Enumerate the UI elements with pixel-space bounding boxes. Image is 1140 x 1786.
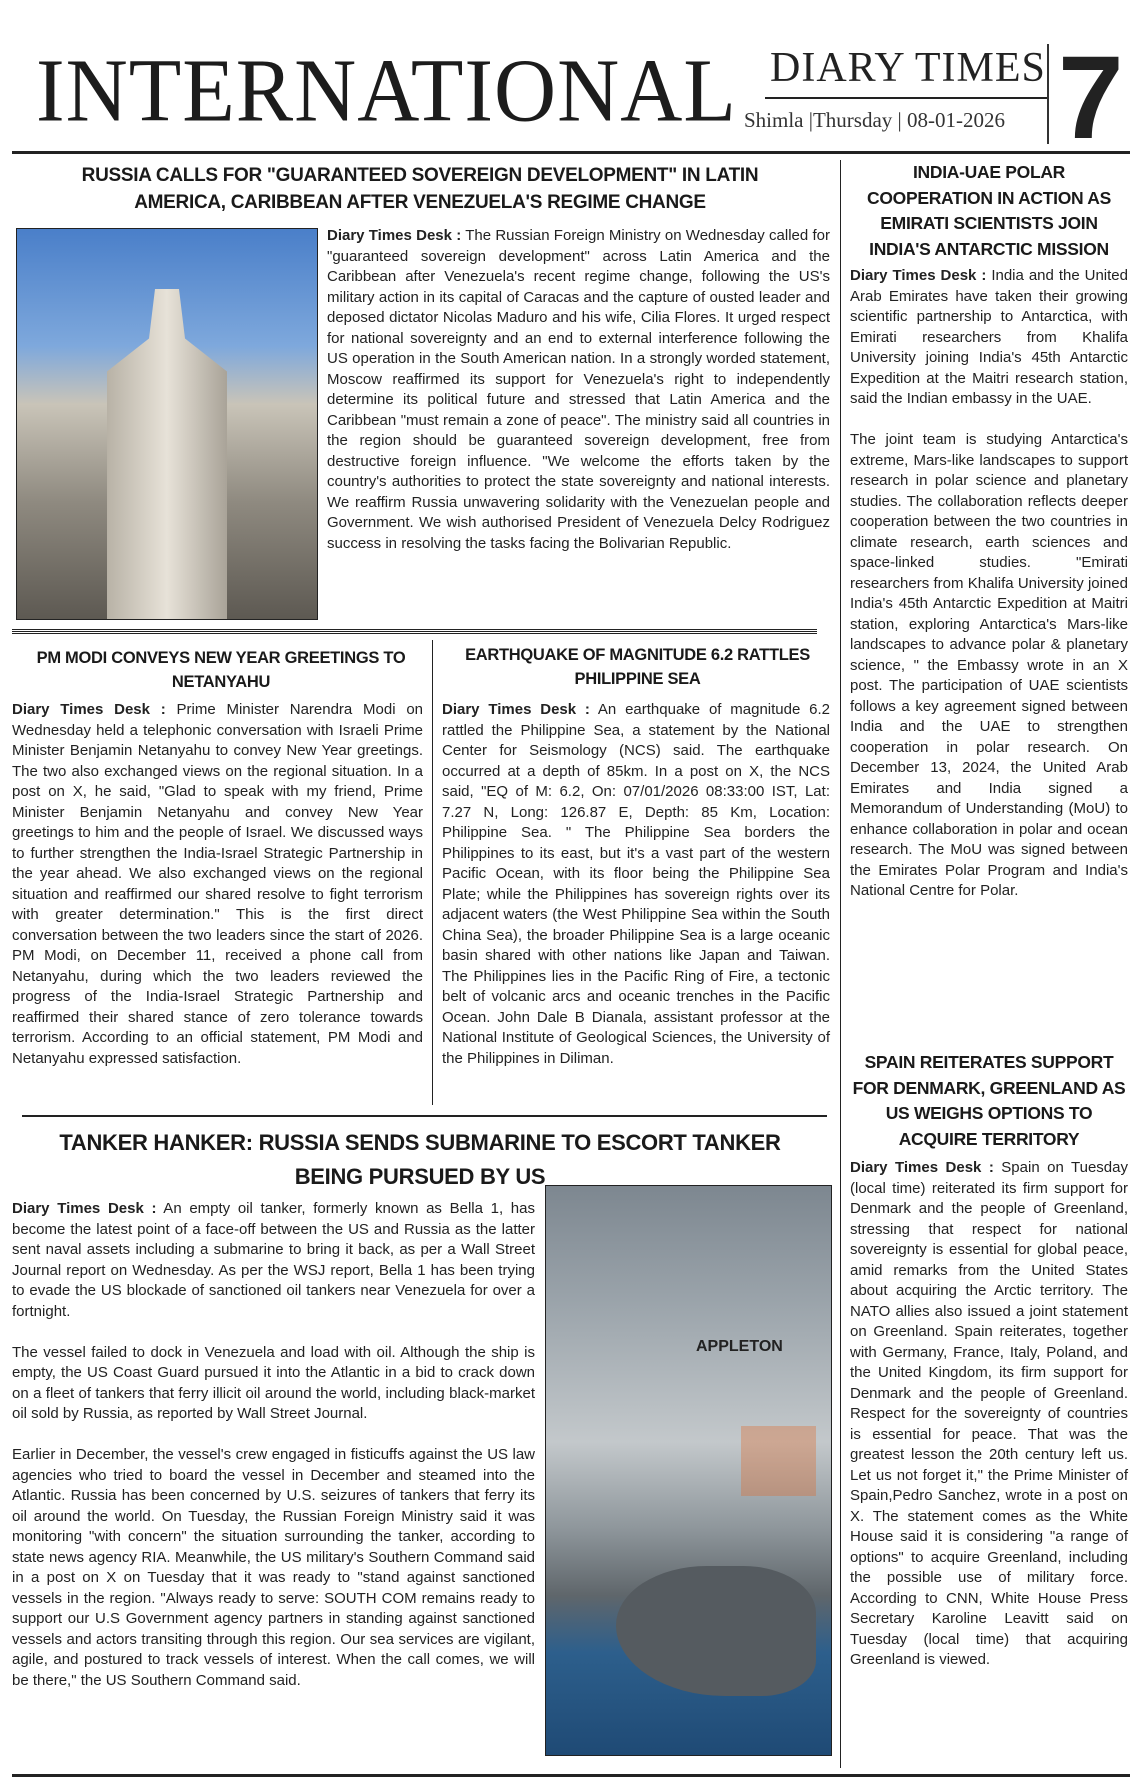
headline: SPAIN REITERATES SUPPORT FOR DENMARK, GREENLAND AS US WEIGHS OPTIONS TO ACQUIRE TERRITORY bbox=[852, 1052, 1126, 1149]
divider bbox=[1047, 44, 1049, 144]
headline: TANKER HANKER: RUSSIA SENDS SUBMARINE TO ESCORT TANKER BEING PURSUED BY US bbox=[59, 1130, 781, 1189]
section-title: INTERNATIONAL bbox=[36, 39, 737, 141]
divider bbox=[22, 1115, 827, 1117]
ship-photo bbox=[545, 1185, 832, 1756]
headline: RUSSIA CALLS FOR "GUARANTEED SOVEREIGN DEVELOPMENT" IN LATIN AMERICA, CARIBBEAN AFTER VENEZUELA'S REGIME CHANGE bbox=[81, 165, 759, 213]
divider bbox=[12, 151, 1130, 154]
article-text: Earlier in December, the vessel's crew engaged in fisticuffs against the US law agencies who tried to board the vessel in December and steamed into the Atlantic. Russia has been concerned by U.S. seizures of tankers that ferry its oil around the world. On Tuesday, the Russian Foreign Ministry said it was monitoring "with concern" the situation surrounding the tanker, according to state news agency RIA. Meanwhile, the US military's Southern Command said in a post on X on Tuesday that it was ready to "stand against sanctioned vessels in the region. "Always ready to serve: SOUTH COM remains ready to support our U.S Government agency partners in standing against sanctioned vessels and actors transiting through this region. Our sea services are vigilant, agile, and postured to track vessels of interest. When the call comes, we will be there," the US Southern Command said. bbox=[12, 1446, 535, 1689]
article-text: The joint team is studying Antarctica's extreme, Mars-like landscapes to support research in polar science and planetary studies. The collaboration reflects deeper cooperation between the two countries in climate research, earth sciences and space-linked studies. "Emirati researchers from Khalifa University joined India's 45th Antarctic Expedition at Maitri station, exploring Antarctica's Mars-like landscapes to advance polar & planetary science, " the Embassy wrote in an X post. The participation of UAE scientists follows a key agreement signed between India and the UAE to strengthen cooperation in polar research. On December 13, 2024, the United Arab Emirates and India signed a Memorandum of Understanding (MoU) to enhance collaboration in polar and ocean research. The MoU was signed between the Emirates Polar Program and India's National Centre for Polar. bbox=[850, 431, 1128, 899]
divider bbox=[432, 640, 433, 1105]
orange-frame bbox=[741, 1426, 816, 1496]
article-body bbox=[850, 266, 1128, 902]
article-text: Spain on Tuesday (local time) reiterated its firm support for Denmark and the people of Greenland, stressing that respect for national sovereignty is essential for global peace, amid remarks from the United States about acquiring the Arctic territory. The NATO allies also issued a joint statement on Greenland. Spain reiterates, together with Germany, France, Italy, Poland, and the United Kingdom, its firm support for Denmark and the people of Greenland. Respect for the sovereignty of countries is essential for peace. That was the greatest lesson the 20th century left us. Let us not forget it," the Prime Minister of Spain,Pedro Sanchez, wrote in a post on X. The statement comes as the White House said it is considering "a range of options" to acquire Greenland, including the possible use of military force. According to CNN, White House Press Secretary Karoline Leavitt said on Tuesday (local time) that acquiring Greenland is viewed. bbox=[850, 1159, 1128, 1668]
article-text: India and the United Arab Emirates have taken their growing scientific partnership to Antarctica, with Emirati researchers from Khalifa University joining India's 45th Antarctic Expedition at the Maitri research station, said the Indian embassy in the UAE. bbox=[850, 267, 1128, 407]
headline: INDIA-UAE POLAR COOPERATION IN ACTION AS EMIRATI SCIENTISTS JOIN INDIA'S ANTARCTIC MISSION bbox=[867, 162, 1111, 259]
article-body bbox=[12, 700, 423, 1069]
byline: Diary Times Desk : bbox=[850, 267, 987, 284]
divider bbox=[12, 629, 817, 634]
byline: Diary Times Desk : bbox=[850, 1159, 994, 1176]
article-text: The Russian Foreign Ministry on Wednesday called for "guaranteed sovereign development" across Latin America and the Caribbean after Venezuela's recent regime change, following the US's military action in its capital of Caracas and the capture of ousted leader and deposed dictator Nicolas Maduro and his wife, Cilia Flores. It urged respect for national sovereignty and an end to external interference following the US operation in the South American nation. In a strongly worded statement, Moscow reaffirmed its support for Venezuela's right to independently determine its political future and stressed that Latin America and the Caribbean "must remain a zone of peace". The ministry said all countries in the region should be guaranteed sovereign development, free from destructive foreign influence. "We welcome the efforts taken by the country's authorities to protect the state sovereignty and national interests. We reaffirm Russia unwavering solidarity with the Venezuelan people and Government. We wish authorised President of Venezuela Delcy Rodriguez success in resolving the tasks facing the Bolivarian Republic. bbox=[327, 227, 830, 552]
byline: Diary Times Desk : bbox=[12, 701, 166, 718]
divider bbox=[12, 1774, 1130, 1777]
dateline: Shimla |Thursday | 08-01-2026 bbox=[744, 108, 1005, 132]
article-body bbox=[850, 1158, 1128, 1671]
newspaper-name: DIARY TIMES bbox=[770, 45, 1046, 91]
headline: EARTHQUAKE OF MAGNITUDE 6.2 RATTLES PHILIPPINE SEA bbox=[465, 646, 810, 688]
article-text: Prime Minister Narendra Modi on Wednesday held a telephonic conversation with Israeli Prime Minister Benjamin Netanyahu to convey New Year greetings. The two also exchanged views on the regional situation. In a post on X, he said, "Glad to speak with my friend, Prime Minister Benjamin Netanyahu and convey New Year greetings to him and the people of Israel. We discussed ways to further strengthen the India-Israel Strategic Partnership in the year ahead. We also exchanged views on the regional situation and reaffirmed our shared resolve to fight terrorism with greater determination." This is the first direct conversation between the two leaders since the start of 2026. PM Modi, on December 11, received a phone call from Netanyahu, during which the two leaders reviewed the progress of the India-Israel Strategic Partnership and reaffirmed their shared stance of zero tolerance towards terrorism. According to an official statement, PM Modi and Netanyahu expressed satisfaction. bbox=[12, 701, 423, 1067]
article-text: The vessel failed to dock in Venezuela and load with oil. Although the ship is empty, the US Coast Guard pursued it into the Atlantic in a bid to crack down on a fleet of tankers that ferry illicit oil around the world, including black-market oil sold by Russia, as reported by Wall Street Journal. bbox=[12, 1343, 535, 1422]
divider bbox=[765, 97, 1048, 99]
byline: Diary Times Desk : bbox=[12, 1200, 157, 1217]
article-text: An earthquake of magnitude 6.2 rattled the Philippine Sea, a statement by the National Center for Seismology (NCS) said. The earthquake occurred at a depth of 85km. In a post on X, the NCS said, "EQ of M: 6.2, On: 07/01/2026 08:33:00 IST, Lat: 7.27 N, Long: 126.87 E, Depth: 85 Km, Location: Philippine Sea. " The Philippine Sea borders the Philippines to its east, but it's a vast part of the western Pacific Ocean, with its floor being the Philippine Sea Plate; while the Philippines has sovereign rights over its adjacent waters (the West Philippine Sea within the South China Sea), the broader Philippine Sea is a large oceanic basin shared with other nations like Japan and Taiwan. The Philippines lies in the Pacific Ring of Fire, a tectonic belt of volcanic arcs and oceanic trenches in the Pacific Ocean. John Dale B Dianala, assistant professor at the National Institute of Geological Sciences, the University of the Philippines in Diliman. bbox=[442, 701, 830, 1067]
byline: Diary Times Desk : bbox=[442, 701, 590, 718]
headline: PM MODI CONVEYS NEW YEAR GREETINGS TO NETANYAHU bbox=[36, 649, 406, 691]
boat-shape bbox=[616, 1566, 816, 1696]
building-photo bbox=[16, 228, 318, 620]
article-body bbox=[442, 700, 830, 1069]
article-body bbox=[12, 1199, 535, 1691]
divider bbox=[840, 160, 841, 1768]
page-number: 7 bbox=[1058, 32, 1124, 164]
byline: Diary Times Desk : bbox=[327, 227, 462, 244]
article-text: An empty oil tanker, formerly known as Bella 1, has become the latest point of a face-off between the US and Russia as the latter sent naval assets including a submarine to bring it back, as per a Wall Street Journal report on Wednesday. As per the WSJ report, Bella 1 has been trying to evade the US blockade of sanctioned oil tankers near Venezuela for over a fortnight. bbox=[12, 1200, 535, 1320]
ship-name-text: APPLETON bbox=[696, 1338, 783, 1355]
article-body bbox=[327, 226, 830, 554]
